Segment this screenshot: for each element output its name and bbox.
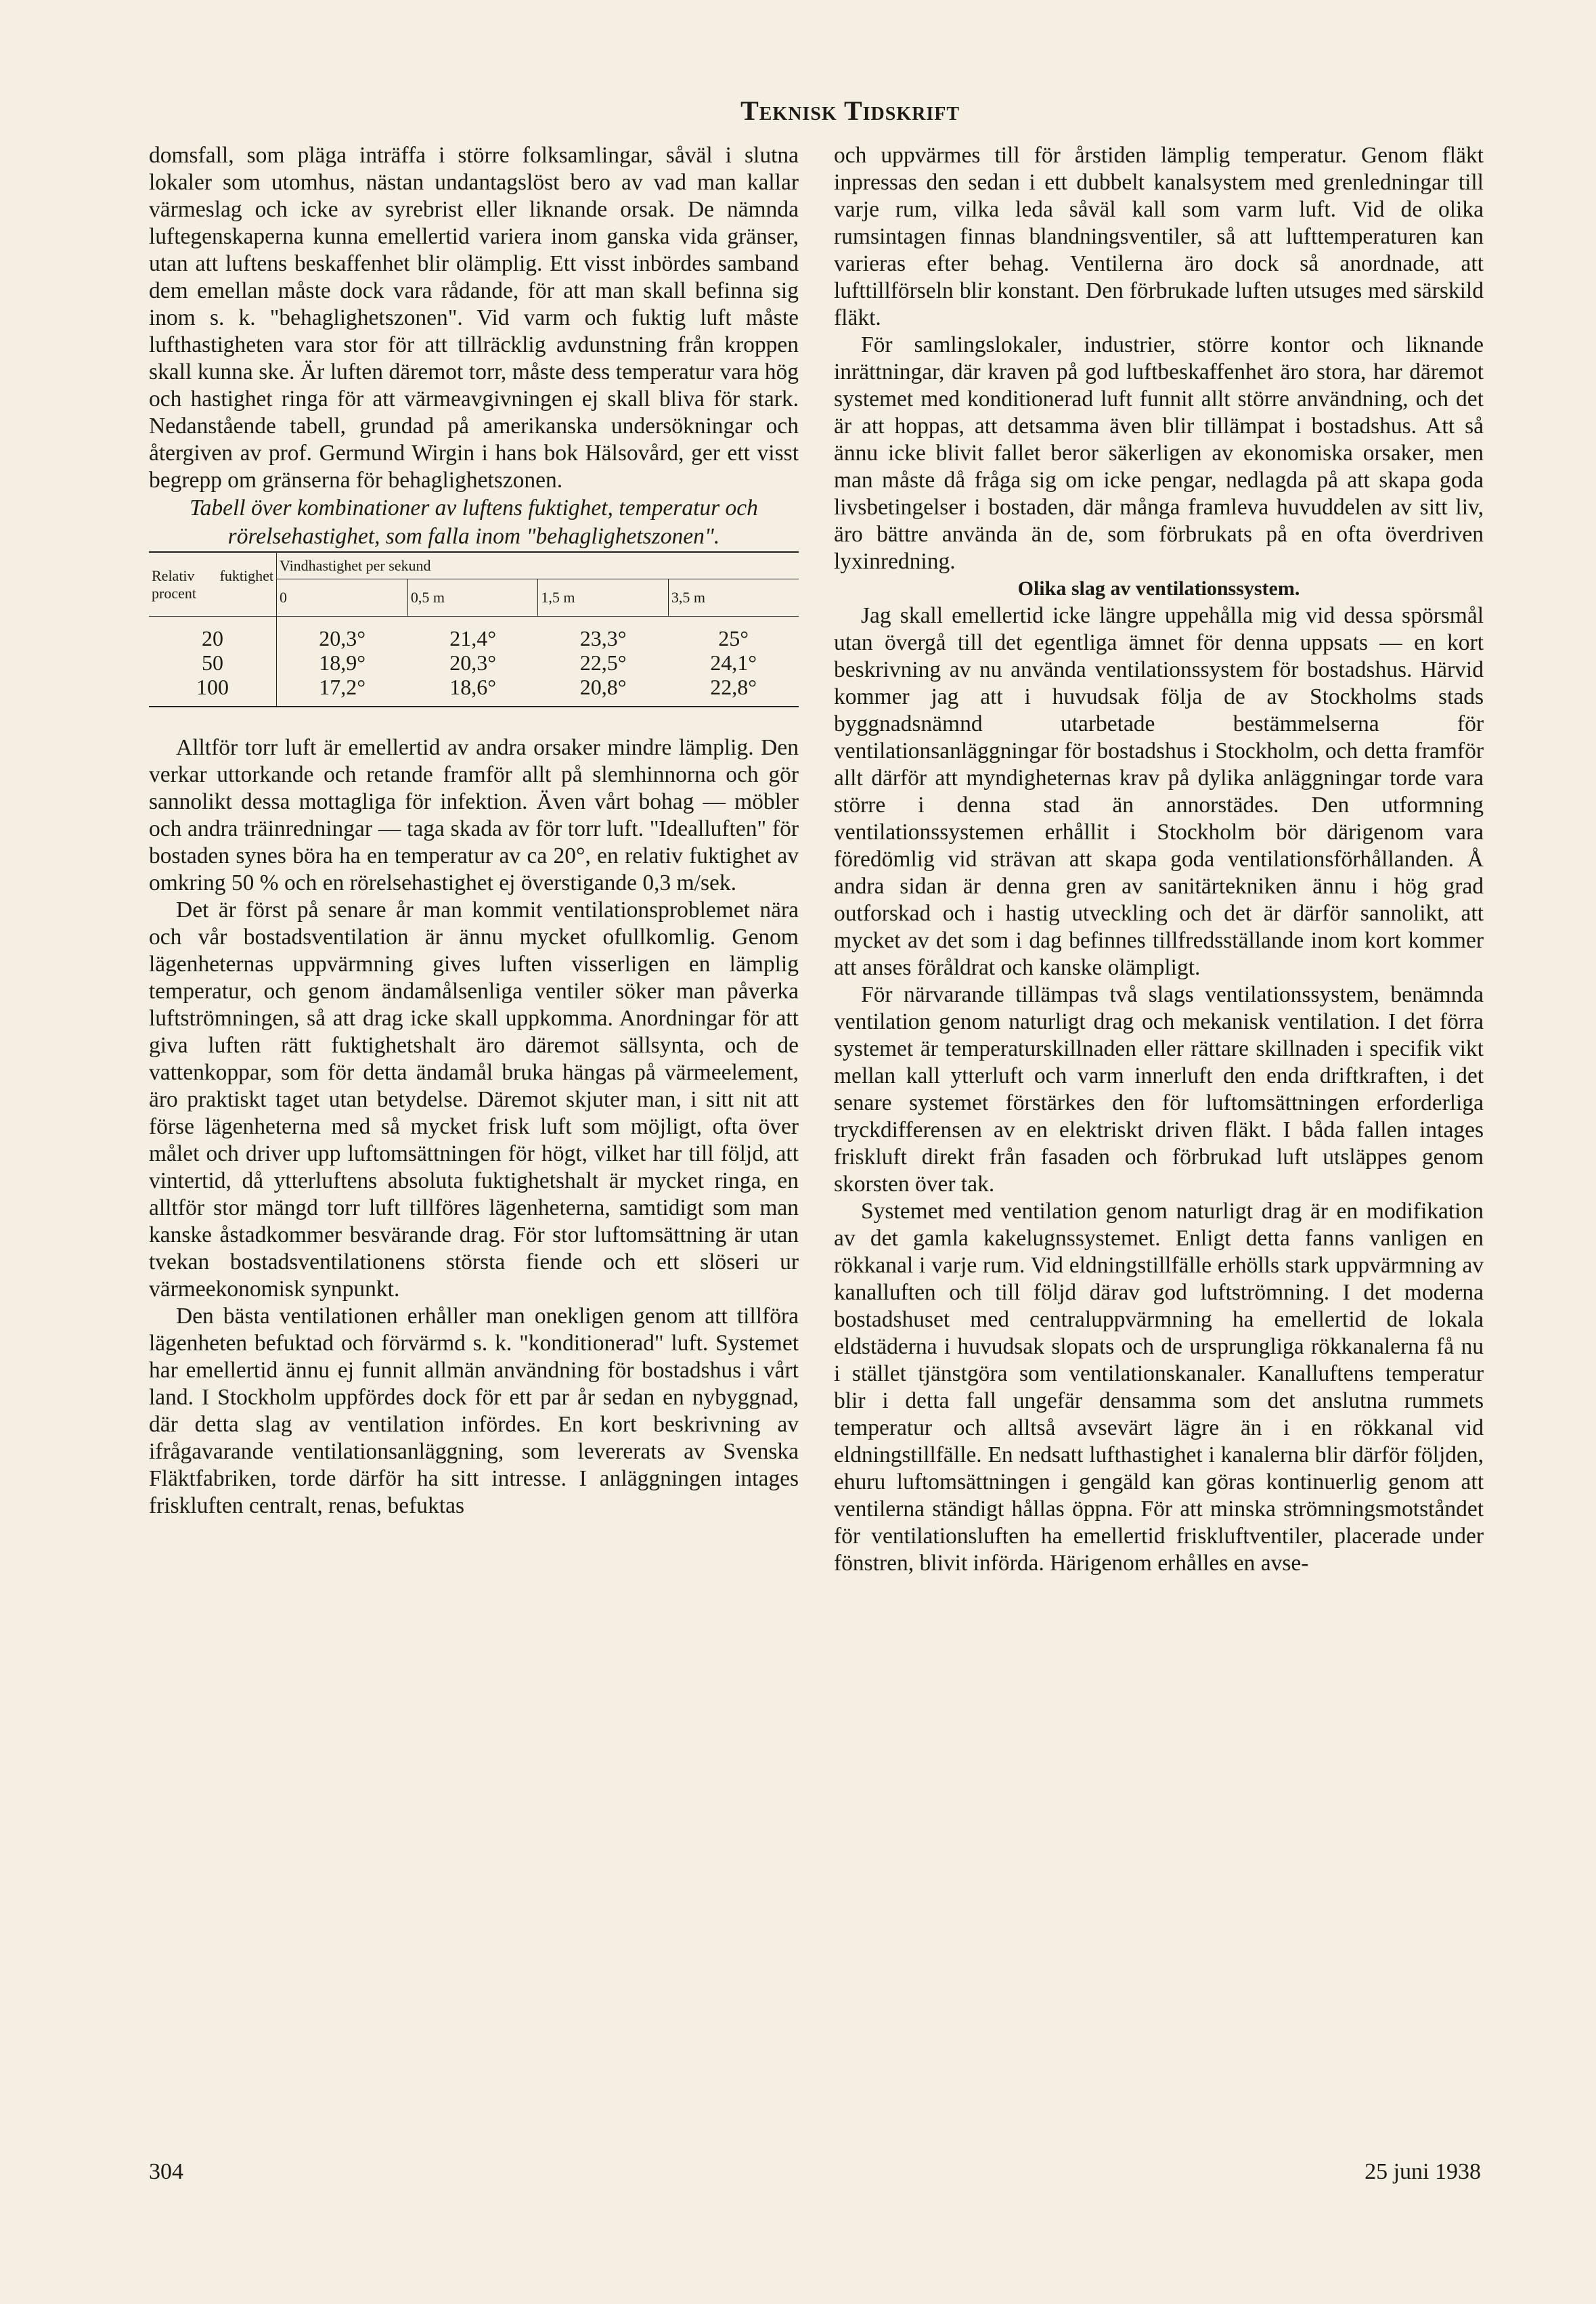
table-header-speed-3: 3,5 m bbox=[668, 579, 799, 617]
table-cell: 25° bbox=[718, 626, 749, 650]
table-header-speed-1: 0,5 m bbox=[407, 579, 538, 617]
table-cell: 20,3° bbox=[449, 650, 496, 675]
table-cell: 20,3° bbox=[319, 626, 366, 650]
right-paragraph-4: För närvarande tillämpas två slags ventilationssystem, benämnda ventilation genom naturligt drag och mekanisk ventilation. I det förra systemet är temperaturskillnaden eller rättare skillnaden i specifik vikt mellan kall ytterluft och varm innerluft den enda driftkraften, i det senare systemet förstärkes den för luftomsättningen erforderliga tryckdifferensen av en elektriskt driven fläkt. I båda fallen intages friskluft direkt från fasaden och förbrukad luft utsläppes genom skorsten över tak. bbox=[834, 982, 1484, 1197]
right-paragraph-3: Jag skall emellertid icke längre uppehålla mig vid dessa spörsmål utan övergå till det egentliga ämnet för denna uppsats — en kort beskrivning av nu använda ventilationssystem för bostadshus. Härvid kommer jag att i huvudsak följa de av Stockholms stads byggnadsnämnd utarbetade bestämmelserna för ventilationsanläggningar för bostadshus i Stockholm, och detta framför allt därför att myndigheternas krav på dylika anläggningar torde vara större i denna stad än annorstädes. Den utformning ventilationssystemen erhållit i Stockholm bör därigenom vara föredömlig vid strävan att skapa goda ventilationsförhållanden. Å andra sidan är denna gren av sanitärtekniken ännu i hög grad outforskad och i hastig utveckling och det är därför sannolikt, att mycket av det som i dag befinnes tillfredsställande inom kort kommer att anses föråldrat och kanske olämpligt. bbox=[834, 603, 1484, 980]
table-caption: Tabell över kombinationer av luftens fuktighet, temperatur och rörelsehastighet, som falla inom "behaglighetszonen". bbox=[190, 495, 758, 549]
table-cell-rh: 20 bbox=[149, 617, 277, 651]
journal-title bbox=[0, 95, 1596, 127]
right-paragraph-1: och uppvärmes till för årstiden lämplig temperatur. Genom fläkt inpressas den sedan i ett dubbelt kanalsystem med grenledningar till varje rum, vilka leda såväl kall som varm luft. Vid de olika rumsintagen finnas blandningsventiler, så att lufttemperaturen kan varieras efter behag. Ventilerna äro dock så anordnade, att lufttillförseln blir konstant. Den förbrukade luften utsuges med särskild fläkt. bbox=[834, 143, 1484, 330]
right-paragraph-5: Systemet med ventilation genom naturligt drag är en modifikation av det gamla kakelugnssystemet. Enligt detta fanns vanligen en rökkanal i varje rum. Vid eldningstillfälle erhölls stark uppvärmning av kanalluften och till följd därav god luftströmning. I det moderna bostadshuset med centraluppvärmning ha emellertid de lokala eldstäderna i huvudsak slopats och de ursprungliga rökkanalerna få nu i stället tjänstgöra som ventilationskanaler. Kanalluftens temperatur blir i detta fall ungefär densamma som det anslutna rummets temperatur och alltså avsevärt lägre än i en rökkanal vid eldningstillfälle. En nedsatt lufthastighet i kanalerna blir därför följden, ehuru luftomsättningen i gengäld kan göras kontinuerlig genom att ventilerna ständigt hållas öppna. För att minska strömningsmotståndet för ventilationsluften ha emellertid friskluftventiler, placerade under fönstren, blivit införda. Härigenom erhålles en avse- bbox=[834, 1199, 1484, 1576]
table-cell: 22,5° bbox=[579, 650, 627, 675]
table-cell: 18,9° bbox=[319, 650, 366, 675]
right-column bbox=[834, 142, 1484, 1577]
table-cell: 17,2° bbox=[319, 675, 366, 699]
table-header-relative-humidity: Relativ fuktighet procent bbox=[149, 552, 277, 617]
left-paragraph-1: domsfall, som pläga inträffa i större folksamlingar, såväl i slutna lokaler som utomhus, nästan undantagslöst bero av vad man kallar värmeslag och icke av syrebrist eller liknande orsak. De nämnda luftegenskaperna kunna emellertid variera inom ganska vida gränser, utan att luftens beskaffenhet blir olämplig. Ett visst inbördes samband dem emellan måste dock vara rådande, för att man skall befinna sig inom s. k. "behaglighetszonen". Vid varm och fuktig luft måste lufthastigheten vara stor för att tillräcklig avdunstning från kroppen skall kunna ske. Är luften däremot torr, måste dess temperatur vara hög och hastighet ringa för att värmeavgivningen ej skall bliva för stark. Nedanstående tabell, grundad på amerikanska undersökningar och återgiven av prof. Germund Wirgin i hans bok Hälsovård, ger ett visst begrepp om gränserna för behaglighetszonen. bbox=[149, 143, 799, 493]
table-header-speed-2: 1,5 m bbox=[538, 579, 669, 617]
table-cell: 22,8° bbox=[710, 675, 757, 699]
table-cell: 24,1° bbox=[710, 650, 757, 675]
left-paragraph-4: Den bästa ventilationen erhåller man onekligen genom att tillföra lägenheten befuktad och förvärmd s. k. "konditionerad" luft. Systemet har emellertid ännu ej funnit allmän användning för bostadshus i vårt land. I Stockholm uppfördes dock för ett par år sedan en nybyggnad, där detta slag av ventilation infördes. En kort beskrivning av ifrågavarande ventilationsanläggning, som levererats av Svenska Fläktfabriken, torde därför ha sitt intresse. I anläggningen intages friskluften centralt, renas, befuktas bbox=[149, 1304, 799, 1518]
table-header-speed-0: 0 bbox=[277, 579, 408, 617]
right-paragraph-2: För samlingslokaler, industrier, större kontor och liknande inrättningar, där kraven på god luftbeskaffenhet äro stora, har däremot systemet med konditionerad luft funnit allt större användning, och det är att hoppas, att detsamma även blir tillämpat i bostadshus. Att så ännu icke blivit fallet beror säkerligen av ekonomiska orsaker, men man måste då fråga sig om icke pengar, nedlagda på att skapa goda livsbetingelser i bostaden, där många framleva huvuddelen av sitt liv, äro bättre använda än de, som förbrukats på en ofta överdriven lyxinredning. bbox=[834, 332, 1484, 574]
table-cell-rh: 50 bbox=[149, 650, 277, 675]
table-cell-rh: 100 bbox=[149, 675, 277, 707]
left-column bbox=[149, 142, 799, 1520]
issue-date: 25 juni 1938 bbox=[1365, 2159, 1481, 2184]
table-cell: 18,6° bbox=[449, 675, 496, 699]
table-header-wind-speed: Vindhastighet per sekund bbox=[277, 552, 799, 579]
left-paragraph-2: Alltför torr luft är emellertid av andra orsaker mindre lämplig. Den verkar uttorkande och retande framför allt på slemhinnorna och gör sannolikt dessa mottagliga för infektion. Även vårt bohag — möbler och andra träinredningar — taga skada av för torr luft. "Idealluften" för bostaden synes böra ha en temperatur av ca 20°, en relativ fuktighet av omkring 50 % och en rörelsehastighet ej överstigande 0,3 m/sek. bbox=[149, 735, 799, 895]
table-cell: 21,4° bbox=[449, 626, 496, 650]
section-heading: Olika slag av ventilationssystem. bbox=[1017, 577, 1300, 600]
table-cell: 23,3° bbox=[579, 626, 627, 650]
table-cell: 20,8° bbox=[579, 675, 627, 699]
journal-title-text: Teknisk Tidskrift bbox=[740, 95, 960, 126]
comfort-zone-table bbox=[149, 551, 799, 707]
table-row bbox=[149, 675, 799, 707]
table-row bbox=[149, 650, 799, 675]
left-paragraph-3: Det är först på senare år man kommit ventilationsproblemet nära och vår bostadsventilation är ännu mycket ofullkomlig. Genom lägenheternas uppvärmning gives luften visserligen en lämplig temperatur, och genom ändamålsenliga ventiler söker man påverka luftströmningen, så att drag icke skall uppkomma. Anordningar för att giva luften rätt fuktighetshalt äro däremot sällsynta, och de vattenkoppar, som för detta ändamål bruka hängas på värmeelement, äro praktiskt taget utan betydelse. Däremot skjuter man, i sitt nit att förse lägenheterna med så mycket frisk luft som möjligt, ofta över målet och driver upp luftomsättningen för högt, vilket har till följd, att vintertid, då ytterluftens absoluta fuktighetshalt är mycket ringa, en alltför stor mängd torr luft tillföres lägenheterna, samtidigt som man kanske åstadkommer besvärande drag. För stor luftomsättning är utan tvekan bostadsventilationens största fiende och ett slöseri ur värmeekonomisk synpunkt. bbox=[149, 898, 799, 1302]
page-number: 304 bbox=[149, 2159, 183, 2184]
table-row bbox=[149, 617, 799, 651]
